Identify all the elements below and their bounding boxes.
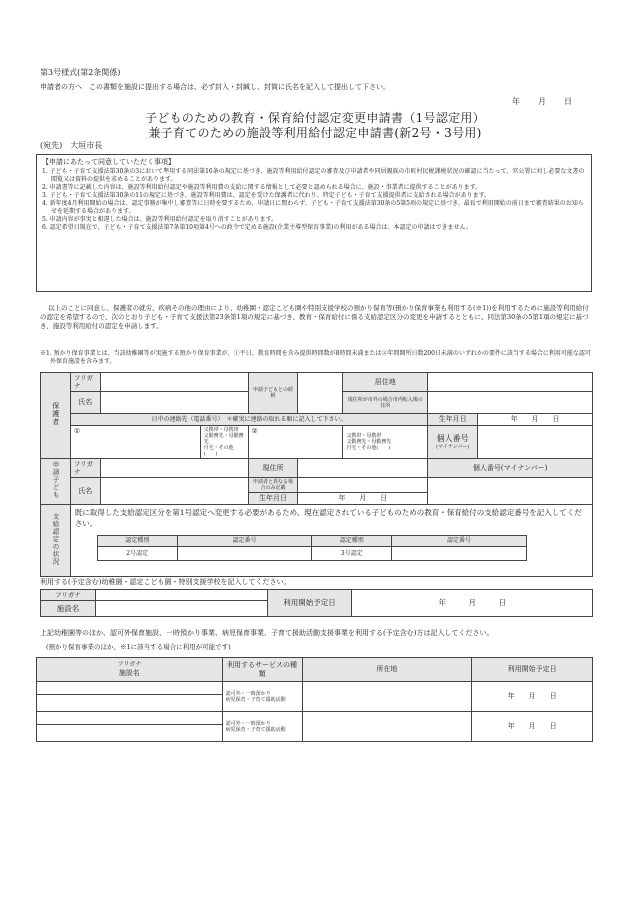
child-name-label: 氏名 [70,478,100,505]
service-type-field-2[interactable]: 認可外・一時預かり 病児保育・子育て援助活動 [222,712,302,742]
guardian-id-label: 個人番号 (マイナンバー) [428,426,478,459]
notice-item: 4. 新年度4月利用開始の場合は、認定事務が集中し審査等に日時を要するため、申請日に関わらず、子ども・子育て支援法第30条の5第5項の規定に基づき、最長で利用開始の前日まで審査結果のお知らせを延期する場合があります。 [42,199,584,215]
other-name-field-2[interactable] [37,725,223,742]
guardian-name-field[interactable] [100,392,248,414]
child-address-field[interactable] [298,459,428,478]
other-services-table [36,657,593,742]
applicant-note: 申請者の方へ この書類を施設に提出する場合は、必ず封入・封緘し、封筒に氏名を記入して提出して下さい。 [40,83,390,91]
relation-field[interactable] [298,373,343,414]
school-name-label: 施設名 [41,601,96,617]
notice-item: 2. 申請書等に記載した内容は、施設等利用給付認定や施設等利用費の支給に関する情報として必要と認められる場合に、施設・事業者に提供することがあります。 [42,183,482,191]
guardian-dob-field[interactable]: 年 月 日 [478,414,593,426]
notice-item: 3. 子ども・子育て支援法第30条の11の規定に基づき、施設等利用費は、認定を受けた保護者に代わり、特定子ども・子育て支援提供者に支給される場合があります。 [42,191,491,199]
cert-type-header: 認定種別 [312,536,392,547]
circle-1: ① [73,427,81,435]
start-date-field-1[interactable]: 年 月 日 [472,682,593,712]
child-name-field[interactable] [100,478,248,505]
date-line: 年 月 日 [512,97,572,106]
title-line-2: 兼子育てのための施設等利用給付認定申請書(新2号・3号用) [148,126,482,140]
school-furigana-label: フリガナ [41,590,96,601]
other-note-2: (預かり保育事業のほか、※1に該当する場合に利用が可能です) [46,643,231,651]
form-id: 第3号様式(第2条関係) [40,68,121,77]
child-furigana-label: フリガナ [70,459,100,478]
notice-item: 5. 申請内容が事実と相違した場合は、施設等利用給付認定を取り消すことがあります。 [42,215,278,223]
school-furigana-field[interactable] [95,590,267,601]
current-address-label: 現住所が市外の場合市内転入後の住所 [343,392,428,414]
contact-field-1[interactable] [70,426,200,459]
notice-item: 6. 認定希望日現在で、子ども・子育て支援法第7条第10項第4号への政令で定める施設(企業主導型保育事業)の利用がある場合は、本認定の申請はできません。 [42,223,472,231]
child-id-field[interactable] [428,478,593,505]
contact-type-1[interactable]: 父携帯・母携帯 父勤務先・母勤務先 自宅・その他( ) [200,426,248,459]
school-start-label: 利用開始予定日 [267,590,352,617]
cert-number-field-2[interactable] [177,547,312,561]
address-field[interactable] [428,373,593,392]
school-note: 利用する(予定含む)幼稚園・認定こども園・特別支援学校を記入してください。 [40,578,291,586]
cert-section-label: 支給認定の状況 [41,505,71,577]
child-dob-label: 生年月日 [248,493,298,505]
cert-type-header: 認定種別 [97,536,177,547]
cert-type-2: 2号認定 [97,547,177,561]
cert-instructions: 既に取得した支給認定区分を第1号認定へ変更する必要があるため、現在認定されている子どものための教育・保育給付の支給認定番号を記入してください。 [74,508,582,528]
address-label: 居住地 [343,373,428,392]
service-type-field-1[interactable]: 認可外・一時預かり 病児保育・子育て援助活動 [222,682,302,712]
circle-2: ② [251,427,258,435]
other-name-header: フリガナ 施設名 [37,658,223,682]
other-furigana-field-2[interactable] [37,712,223,725]
school-name-field[interactable] [95,601,267,617]
child-address-field-2[interactable] [298,478,428,493]
guardian-furigana-label: フリガナ [70,373,100,392]
cert-number-header: 認定番号 [392,536,527,547]
footnote-1: ※1. 預かり保育事業とは、当該幼稚園等が実施する預かり保育事業が、①平日、教育時間を含み提供時間数が8時間未満または②年間開所日数200日未満のいずれかの要件に該当する場合に利用可能な認可外保育施設を含みます。 [40,350,591,366]
child-section-label: 申請子ども [41,459,71,505]
school-start-field[interactable]: 年 月 日 [352,590,593,617]
consent-notice-box [36,154,592,292]
child-dob-field[interactable]: 年 月 日 [298,493,428,505]
guardian-section-label: 保護者 [41,373,71,459]
other-furigana-field-1[interactable] [37,682,223,695]
child-address-sub: 申請者と異なる場合のみ記載 [248,478,298,493]
cert-number-field-3[interactable] [392,547,527,561]
contact-field-2[interactable] [248,426,343,459]
school-table [40,589,593,617]
cert-number-table [97,535,527,561]
service-type-header: 利用するサービスの種類 [222,658,302,682]
title-line-1: 子どものための教育・保育給付認定変更申請書（1号認定用） [144,111,486,125]
cert-status-cell [70,505,592,577]
notice-item: 1. 子ども・子育て支援法第30条の3において準用する同法第16条の規定に基づき、施設等利用給付認定の審査及び申請者や同居親族の市町村民税課税状況の確認に当たって、官公署に対し必要な文書の閲覧又は資料の提供を求めることがあります。 [42,167,585,183]
start-date-header: 利用開始予定日 [472,658,593,682]
addressee: (宛先) 大垣市長 [40,141,103,150]
child-address-label: 現住所 [248,459,298,478]
current-address-field[interactable] [428,392,593,414]
guardian-id-field[interactable] [478,426,593,459]
other-name-field-1[interactable] [37,695,223,712]
location-header: 所在地 [302,658,472,682]
cert-number-header: 認定番号 [177,536,312,547]
contact-header: 日中の連絡先（電話番号） ＊確実に連絡の取れる順に記入して下さい。 [70,414,427,426]
guardian-name-label: 氏名 [70,392,100,414]
guardian-dob-label: 生年月日 [428,414,478,426]
start-date-field-2[interactable]: 年 月 日 [472,712,593,742]
cert-type-3: 3号認定 [312,547,392,561]
child-id-label: 個人番号(マイナンバー) [428,459,593,478]
other-note: 上記幼稚園等のほか、認可外保育施設、一時預かり事業、病児保育事業、子育て援助活動支援事業を利用する(予定含む)方は記入してください。 [40,629,494,637]
consent-statement: 以上のことに同意し、保護者の就労、疾病その他の理由により、幼稚園・認定こども園や特別支援学校の預かり保育等(預かり保育事業も利用する(※1))を利用するために施設等利用給付の認定を希望するので、次のとおり子ども・子育て支援法第23条第1項の規定に基づき、教育・保育給付に係る支給認定区分の変更を申請するとともに、同法第30条の5第1項の規定に基づき、施設等利用給付の認定を申請します。 [40,304,589,331]
guardian-child-table [40,372,593,577]
relation-label: 申請子どもとの続柄 [248,373,298,414]
guardian-furigana-field[interactable] [100,373,248,392]
child-furigana-field[interactable] [100,459,248,478]
contact-type-2[interactable]: 父携帯・母携帯 父勤務先・母勤務先 自宅・その他( ) [343,426,428,459]
notice-heading: 【申請にあたって同意していただく事項】 [42,158,175,166]
location-field-2[interactable] [302,712,472,742]
location-field-1[interactable] [302,682,472,712]
